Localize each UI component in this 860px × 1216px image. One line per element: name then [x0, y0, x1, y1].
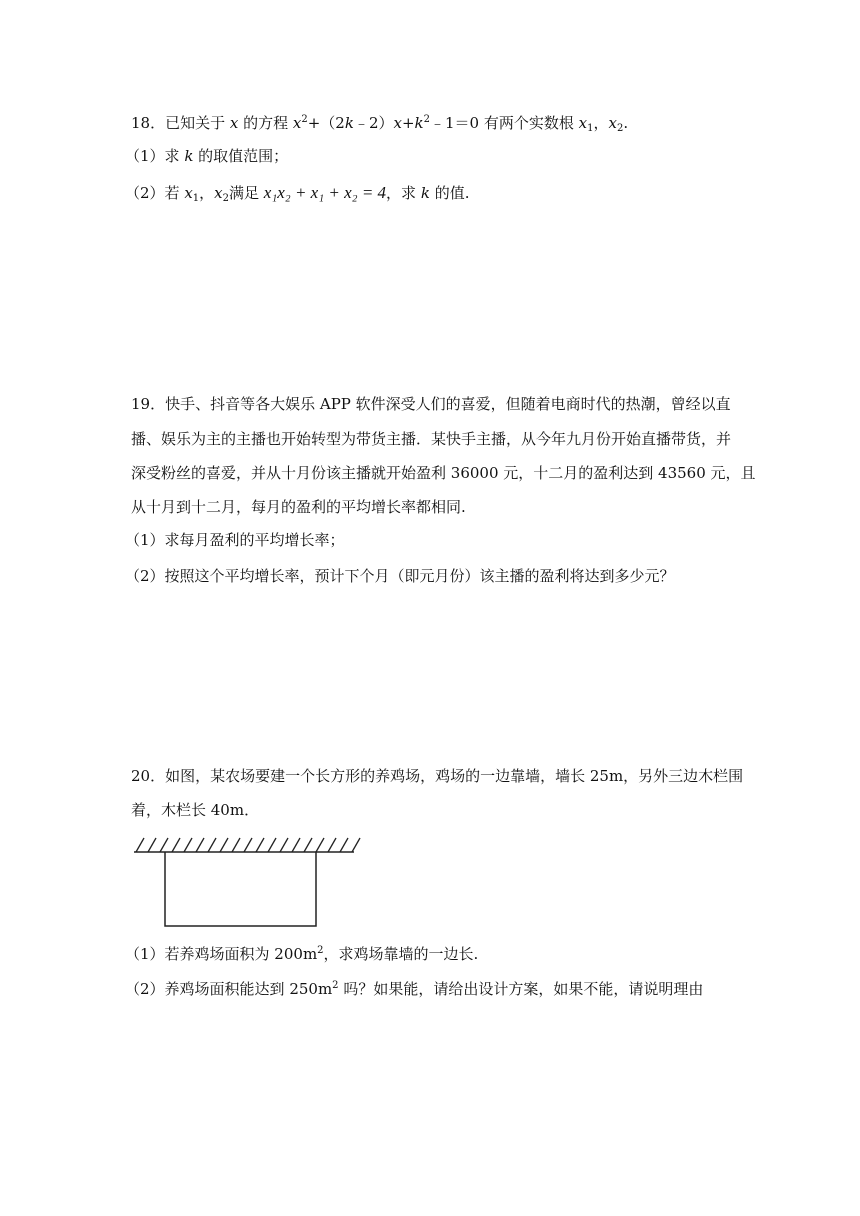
- q20-part2: [125, 979, 703, 999]
- q18-eq-tail: ﹣1＝0 有两个实数根: [430, 114, 579, 132]
- q18-formula: x₁x₂ + x₁ + x₂ = 4: [263, 183, 387, 202]
- q18-p2-sub1: 1: [192, 193, 200, 204]
- q18-p2-x1: x: [184, 184, 193, 202]
- q18-part1: [125, 146, 288, 166]
- q18-stem: [131, 113, 628, 133]
- q20-part1-text-a: （1）若养鸡场面积为 200m: [125, 945, 318, 963]
- q18-stem-text-b: 的方程: [238, 114, 293, 132]
- q18-eq-square: 2: [301, 114, 308, 125]
- q18-eq-mid2: ﹣2）: [353, 114, 394, 132]
- q19-line2: 播、娱乐为主的主播也开始转型为带货主播．某快手主播，从今年九月份开始直播带货，并: [131, 430, 732, 448]
- q20-part2-text-b: 吗？如果能，请给出设计方案，如果不能，请说明理由: [338, 980, 704, 998]
- q18-root-x1: x: [578, 114, 588, 132]
- q18-period: .: [623, 114, 629, 132]
- q18-root-sub2: 2: [616, 123, 624, 134]
- q20-part1-sup: 2: [317, 945, 324, 956]
- q20-line1: 20．如图，某农场要建一个长方形的养鸡场，鸡场的一边靠墙，墙长 25m，另外三边木栏围: [131, 767, 744, 785]
- q20-part1-text-b: ，求鸡场靠墙的一边长.: [323, 945, 479, 963]
- q19-line4: 从十月到十二月，每月的盈利的平均增长率都相同.: [131, 498, 466, 516]
- q19-line3: 深受粉丝的喜爱，并从十月份该主播就开始盈利 36000 元，十二月的盈利达到 43560 元，且: [131, 464, 756, 482]
- q19-part1: （1）求每月盈利的平均增长率；: [125, 531, 345, 549]
- q20-part1: [125, 944, 478, 964]
- fence-enclosure: [165, 852, 316, 926]
- q18-eq-k2: k: [414, 114, 424, 132]
- q18-stem-text-a: 已知关于: [165, 114, 230, 132]
- q18-eq-x: x: [292, 114, 302, 132]
- q19-part2: （2）按照这个平均增长率，预计下个月（即元月份）该主播的盈利将达到多少元？: [125, 567, 675, 585]
- q18-eq-square-b: 2: [423, 114, 431, 125]
- q18-part1-text-a: （1）求: [125, 147, 185, 165]
- q18-part2-text-b: ，求: [386, 184, 421, 202]
- q18-eq-x2: x: [393, 114, 402, 132]
- q18-part2-k: k: [420, 184, 430, 202]
- q20-line2: 着，木栏长 40m．: [131, 801, 260, 819]
- q18-p2-mid: 满足: [229, 184, 264, 202]
- q18-root-x2: x: [608, 114, 617, 132]
- q18-part2-text-a: （2）若: [125, 184, 185, 202]
- q18-p2-sub2: 2: [222, 193, 230, 204]
- q18-var-x: x: [229, 114, 239, 132]
- q18-comma: ，: [593, 114, 609, 132]
- q18-p2-x2: x: [214, 184, 223, 202]
- chicken-farm-diagram: [134, 836, 364, 932]
- q18-number: 18．: [131, 114, 166, 132]
- q20-part2-sup: 2: [332, 980, 339, 991]
- wall-hatching: [136, 838, 360, 852]
- q18-part1-k: k: [184, 147, 194, 165]
- q18-p2-comma: ，: [199, 184, 215, 202]
- q19-line1: 19．快手、抖音等各大娱乐 APP 软件深受人们的喜爱，但随着电商时代的热潮，曾经以直: [131, 395, 731, 413]
- q18-part2-text-c: 的值.: [429, 184, 470, 202]
- q18-eq-mid1: +（2: [307, 114, 345, 132]
- q18-root-sub1: 1: [587, 123, 594, 134]
- chicken-farm-figure: [134, 836, 364, 936]
- q18-part1-text-b: 的取值范围；: [193, 147, 289, 165]
- q18-part2: [125, 183, 469, 203]
- q18-eq-plus: +: [401, 114, 415, 132]
- q18-eq-k: k: [344, 114, 354, 132]
- q20-part2-text-a: （2）养鸡场面积能达到 250m: [125, 980, 333, 998]
